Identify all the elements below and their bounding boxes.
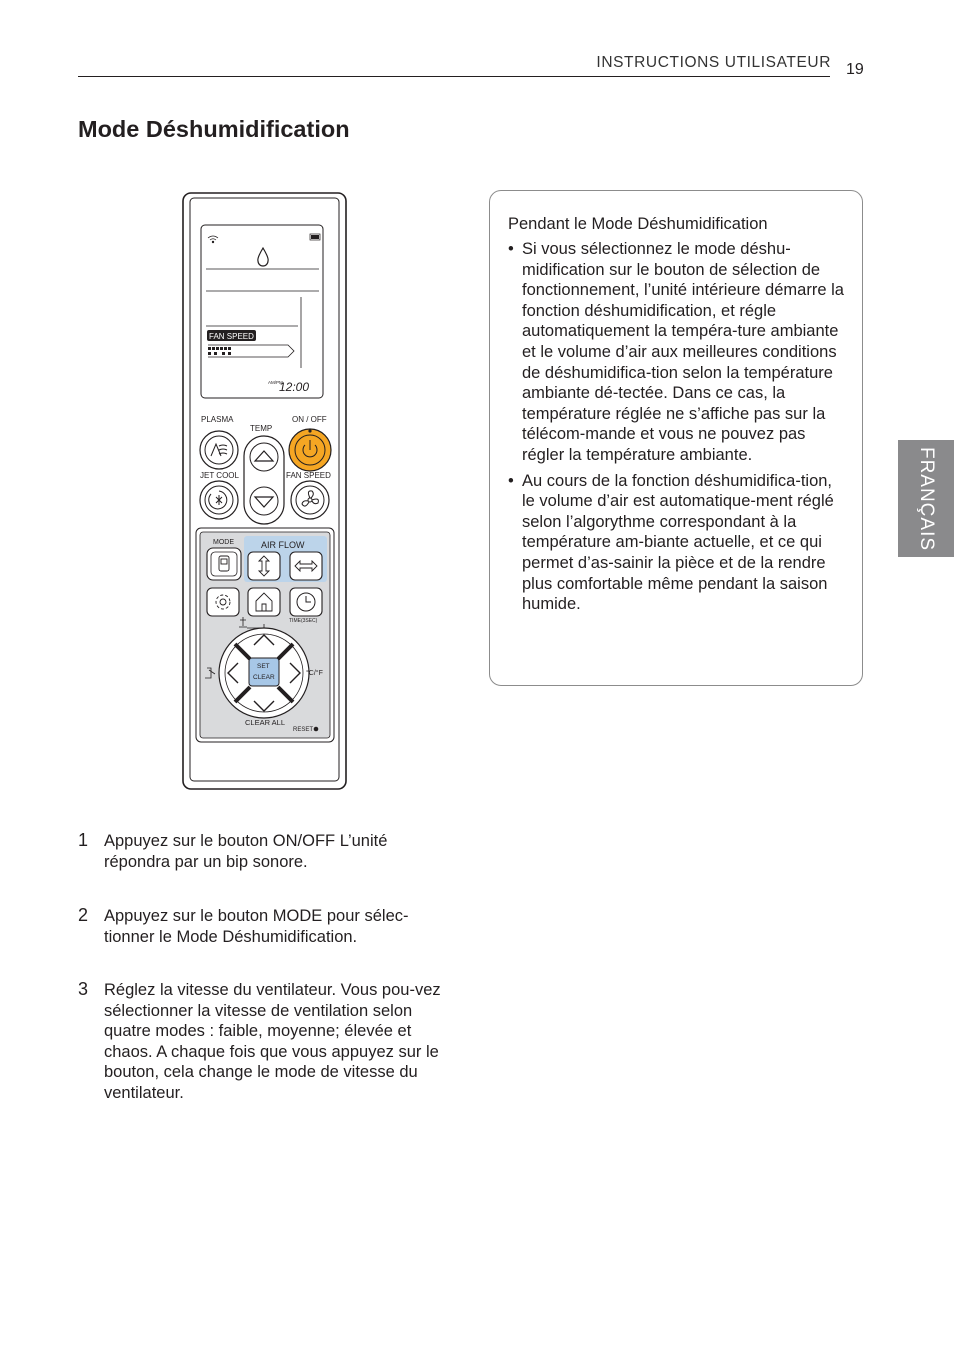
reset-label: RESET bbox=[293, 727, 314, 733]
on-off-button[interactable] bbox=[289, 429, 331, 471]
air-flow-horizontal-button[interactable] bbox=[290, 552, 322, 580]
remote-display bbox=[201, 225, 323, 398]
timer-label: TIME(3SEC) bbox=[289, 618, 318, 624]
step-text: Réglez la vitesse du ventilateur. Vous pou-vez sélectionner la vitesse de ventilation selon quatre modes : faible, moyenne; élevée et chaos. A chaque fois que vous appuyez sur le bouton, cela change le mode de vitesse du ventilateur. bbox=[104, 981, 441, 1102]
header-section-label: INSTRUCTIONS UTILISATEUR bbox=[596, 54, 831, 71]
language-tab-label: FRANÇAIS bbox=[916, 446, 937, 551]
plasma-label: PLASMA bbox=[201, 415, 234, 424]
language-tab bbox=[898, 440, 954, 557]
step-text: Appuyez sur le bouton MODE pour sélec-tionner le Mode Déshumidification. bbox=[104, 907, 409, 946]
clock-display: 12:00 bbox=[279, 380, 310, 394]
note-box bbox=[489, 190, 863, 686]
remote-control-illustration bbox=[180, 190, 350, 792]
jet-cool-button[interactable] bbox=[200, 481, 238, 519]
fan-speed-button[interactable] bbox=[291, 481, 329, 519]
settings-button[interactable] bbox=[207, 588, 239, 616]
note-title: Pendant le Mode Déshumidification bbox=[508, 215, 768, 233]
clock-prefix: AM/PM bbox=[268, 380, 283, 385]
step-number: 1 bbox=[78, 830, 89, 850]
step-item bbox=[78, 906, 458, 980]
on-off-label: ON / OFF bbox=[292, 415, 327, 424]
note-bullet: • Au cours de la fonction déshumidifica-tion, le volume d’air est automatique-ment réglé selon l’algorythme correspondant à la température am-biante actuelle, et ce qui permet d’as-sainir la pièce et de la rendre plus comfortable même pendant la saison humide. bbox=[508, 471, 844, 615]
temp-unit-label: °C/°F bbox=[306, 670, 323, 677]
jet-cool-label: JET COOL bbox=[200, 471, 239, 480]
reset-button[interactable] bbox=[314, 727, 319, 732]
fan-speed-display-label: FAN SPEED bbox=[209, 332, 254, 341]
header-rule bbox=[78, 76, 830, 77]
step-text: Appuyez sur le bouton ON/OFF L’unité répondra par un bip sonore. bbox=[104, 832, 388, 871]
air-flow-label: AIR FLOW bbox=[261, 540, 305, 550]
steps-list bbox=[78, 831, 458, 1104]
step-number: 2 bbox=[78, 905, 89, 925]
timer-button[interactable] bbox=[290, 588, 322, 616]
page-title: Mode Déshumidification bbox=[78, 116, 350, 142]
note-bullets bbox=[508, 239, 844, 615]
temp-up-button[interactable] bbox=[250, 443, 278, 471]
set-clear-button[interactable] bbox=[249, 658, 279, 686]
plasma-button[interactable] bbox=[200, 431, 238, 469]
fan-speed-label: FAN SPEED bbox=[286, 471, 331, 480]
temp-down-button[interactable] bbox=[250, 487, 278, 515]
step-item bbox=[78, 831, 458, 906]
home-button[interactable] bbox=[248, 588, 280, 616]
mode-button[interactable] bbox=[207, 548, 241, 580]
page-number: 19 bbox=[846, 61, 864, 78]
step-number: 3 bbox=[78, 979, 89, 999]
clear-label: CLEAR bbox=[253, 674, 275, 681]
clear-all-label: CLEAR ALL bbox=[245, 718, 286, 727]
set-label: SET bbox=[257, 663, 270, 670]
power-indicator bbox=[308, 429, 311, 432]
air-flow-vertical-button[interactable] bbox=[248, 552, 280, 580]
temp-label: TEMP bbox=[250, 424, 273, 433]
step-item bbox=[78, 980, 458, 1104]
mode-label: MODE bbox=[213, 539, 234, 546]
note-bullet: • Si vous sélectionnez le mode déshu-midification sur le bouton de sélection de fonctionnement, l’unité intérieure démarre la fonction déshumidification, et régle automatiquement la tempéra-ture ambiante et le volume d’air aux meilleures conditions de déshumidifica-tion selon la température ambiante dé-tectée. Dans ce cas, la température réglée ne s’affiche pas sur la télécom-mande et vous ne pouvez pas régler la température ambiante. bbox=[508, 239, 844, 466]
